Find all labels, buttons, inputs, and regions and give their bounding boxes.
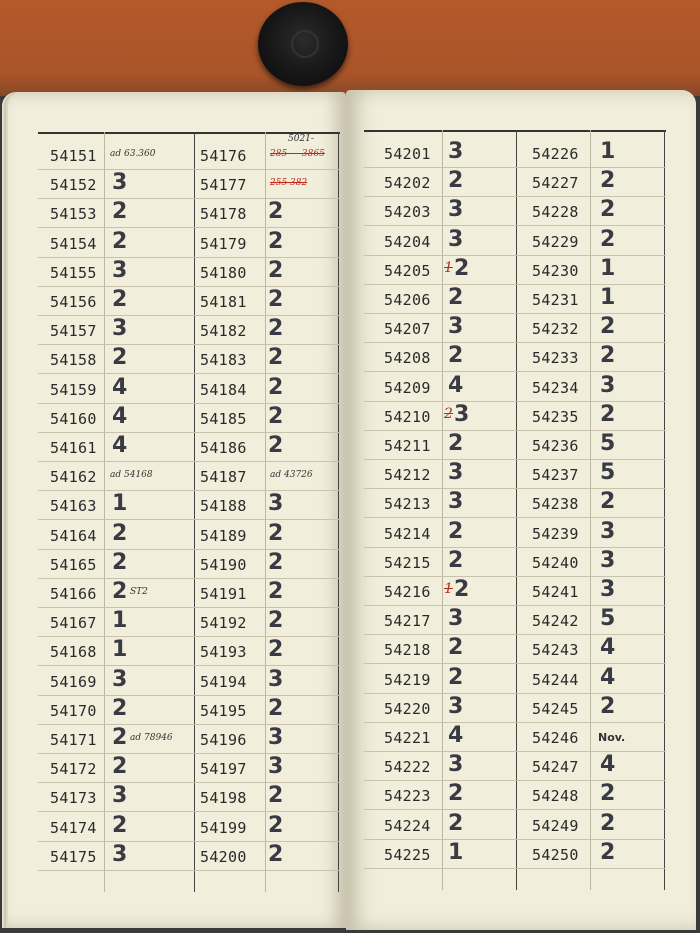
entry-value: 3 — [454, 401, 470, 427]
entry-number: 54189 — [200, 526, 247, 545]
entry-value: 2 — [112, 520, 128, 546]
entry-number: 54154 — [50, 234, 97, 253]
entry-number: 54192 — [200, 614, 247, 633]
entry-number: 54188 — [200, 497, 247, 516]
entry-value: 4 — [112, 433, 128, 458]
entry-value: 2 — [600, 781, 616, 807]
entry-value: 5 — [600, 431, 616, 456]
entry-value: 3 — [112, 783, 128, 809]
entry-value: 3 — [268, 491, 284, 517]
entry-number: 54195 — [200, 701, 247, 720]
entry-number: 54184 — [200, 380, 247, 399]
entry-value: 4 — [600, 752, 616, 778]
entry-value: 2 — [268, 403, 284, 429]
entry-number: 54236 — [532, 437, 579, 455]
entry-number: 54225 — [384, 845, 431, 864]
entry-value: 5 — [600, 606, 616, 632]
entry-value: 2 — [448, 431, 464, 456]
entry-number: 54218 — [384, 641, 431, 660]
entry-value: 1 — [600, 285, 616, 310]
entry-value: 2 — [112, 695, 128, 721]
entry-value: 3 — [448, 460, 464, 486]
entry-value: 1 — [112, 637, 128, 663]
entry-number: 54180 — [200, 263, 247, 282]
entry-value: 5 — [600, 460, 616, 486]
entry-number: 54210 — [384, 407, 431, 426]
entry-number: 54221 — [384, 729, 431, 747]
entry-number: 54198 — [200, 789, 247, 808]
entry-value: 1 — [112, 608, 128, 634]
entry-value: 2 — [268, 549, 284, 575]
entry-number: 54205 — [384, 261, 431, 280]
entry-value: 2 — [112, 725, 128, 750]
entry-value: 2 — [600, 314, 616, 340]
entry-value: 1 — [600, 139, 616, 164]
entry-value: 3 — [268, 754, 284, 780]
entry-number: 54201 — [384, 145, 431, 163]
entry-value: 2 — [454, 577, 470, 602]
pen-cap — [258, 2, 348, 86]
entry-value: 2 — [268, 228, 284, 254]
entry-value: 2 — [112, 549, 128, 575]
entry-number: 54171 — [50, 731, 97, 749]
entry-value: 3 — [448, 693, 464, 719]
entry-value: 3 — [112, 316, 128, 342]
entry-number: 54231 — [532, 291, 579, 309]
entry-value: 4 — [600, 635, 616, 661]
entry-annotation: ad 54168 — [110, 470, 153, 481]
entry-number: 54227 — [532, 174, 579, 193]
entry-value: 2 — [448, 285, 464, 310]
entry-value: 3 — [112, 841, 128, 867]
entry-value: 3 — [112, 170, 128, 196]
entry-number: 54209 — [384, 378, 431, 397]
entry-number: 54216 — [384, 583, 431, 601]
entry-number: 54199 — [200, 818, 247, 837]
entry-value: 2 — [268, 316, 284, 342]
entry-number: 54219 — [384, 670, 431, 689]
entry-annotation: ST2 — [130, 587, 148, 597]
entry-number: 54200 — [200, 847, 247, 866]
entry-number: 54245 — [532, 699, 579, 718]
right-page — [346, 90, 696, 930]
entry-value: 2 — [600, 401, 616, 427]
entry-value: 2 — [448, 547, 464, 573]
entry-number: 54248 — [532, 787, 579, 806]
entry-value: 2 — [268, 637, 284, 663]
entry-value: 4 — [112, 403, 128, 429]
entry-value: 1 — [112, 491, 128, 517]
entry-number: 54168 — [50, 643, 97, 662]
entry-annotation: 285 — 3865 — [270, 149, 325, 159]
entry-value: 2 — [268, 608, 284, 634]
entry-value: 3 — [448, 314, 464, 340]
entry-number: 54157 — [50, 322, 97, 341]
entry-value: 3 — [268, 725, 284, 750]
entry-value: 2 — [112, 754, 128, 780]
entry-number: 54191 — [200, 585, 247, 603]
entry-number: 54228 — [532, 203, 579, 222]
entry-number: 54163 — [50, 497, 97, 516]
ledger-row-rule — [38, 870, 340, 899]
entry-number: 54162 — [50, 468, 97, 487]
entry-value: 2 — [448, 343, 464, 369]
entry-number: 54186 — [200, 439, 247, 457]
entry-number: 54220 — [384, 699, 431, 718]
entry-number: 54202 — [384, 174, 431, 193]
entry-number: 54175 — [50, 847, 97, 866]
entry-value: 2 — [600, 693, 616, 719]
entry-value: 2 — [448, 168, 464, 194]
entry-value: 2 — [268, 695, 284, 721]
entry-value: 2 — [268, 199, 284, 225]
entry-number: 54164 — [50, 526, 97, 545]
entry-value: 2 — [268, 374, 284, 400]
entry-value: 2 — [448, 518, 464, 544]
entry-annotation: ad 63.360 — [110, 149, 156, 159]
entry-value: 2 — [600, 839, 616, 865]
entry-value: 4 — [448, 372, 464, 398]
entry-value: 2 — [268, 433, 284, 458]
entry-number: 54230 — [532, 261, 579, 280]
entry-number: 54206 — [384, 291, 431, 309]
entry-number: 54172 — [50, 760, 97, 779]
entry-value: 2 — [112, 812, 128, 838]
ledger-row-rule — [364, 868, 666, 897]
entry-annotation: 1 — [444, 259, 453, 276]
entry-value: 2 — [268, 520, 284, 546]
entry-value: 2 — [268, 841, 284, 867]
entry-number: 54233 — [532, 349, 579, 368]
entry-number: 54235 — [532, 407, 579, 426]
entry-value: 3 — [112, 666, 128, 692]
entry-number: 54234 — [532, 378, 579, 397]
entry-value: 3 — [448, 197, 464, 223]
entry-number: 54207 — [384, 320, 431, 339]
entry-number: 54217 — [384, 612, 431, 631]
entry-number: 54177 — [200, 176, 247, 195]
entry-annotation: Nov. — [598, 731, 626, 744]
entry-number: 54213 — [384, 495, 431, 514]
entry-number: 54151 — [50, 147, 97, 165]
entry-value: 2 — [112, 287, 128, 312]
entry-value: 2 — [112, 579, 128, 604]
entry-number: 54238 — [532, 495, 579, 514]
entry-value: 2 — [268, 345, 284, 371]
entry-number: 54165 — [50, 555, 97, 574]
entry-number: 54176 — [200, 147, 247, 165]
entry-number: 54181 — [200, 293, 247, 311]
entry-number: 54237 — [532, 466, 579, 485]
entry-number: 54153 — [50, 205, 97, 224]
entry-number: 54155 — [50, 263, 97, 282]
entry-value: 2 — [112, 228, 128, 254]
entry-annotation-top: 5021- — [288, 134, 314, 144]
entry-number: 54242 — [532, 612, 579, 631]
entry-number: 54239 — [532, 524, 579, 543]
entry-number: 54187 — [200, 468, 247, 487]
entry-value: 2 — [600, 489, 616, 515]
entry-number: 54166 — [50, 585, 97, 603]
entry-number: 54214 — [384, 524, 431, 543]
entry-number: 54178 — [200, 205, 247, 224]
entry-number: 54152 — [50, 176, 97, 195]
entry-number: 54240 — [532, 553, 579, 572]
entry-annotation: 1 — [444, 581, 453, 597]
entry-number: 54160 — [50, 409, 97, 428]
entry-value: 4 — [448, 723, 464, 748]
entry-value: 2 — [448, 781, 464, 807]
entry-value: 2 — [600, 197, 616, 223]
entry-number: 54194 — [200, 672, 247, 691]
entry-value: 3 — [600, 518, 616, 544]
entry-number: 54223 — [384, 787, 431, 806]
entry-value: 2 — [600, 810, 616, 836]
entry-value: 2 — [268, 579, 284, 604]
entry-number: 54193 — [200, 643, 247, 662]
entry-value: 3 — [268, 666, 284, 692]
ledger-top-rule — [364, 130, 666, 132]
entry-value: 2 — [112, 345, 128, 371]
entry-number: 54241 — [532, 583, 579, 601]
entry-value: 2 — [448, 664, 464, 690]
entry-number: 54229 — [532, 232, 579, 251]
entry-value: 1 — [448, 839, 464, 865]
entry-number: 54232 — [532, 320, 579, 339]
entry-annotation: 2 — [444, 405, 453, 422]
entry-value: 2 — [600, 168, 616, 194]
entry-number: 54215 — [384, 553, 431, 572]
entry-number: 54246 — [532, 729, 579, 747]
entry-value: 3 — [600, 547, 616, 573]
entry-number: 54197 — [200, 760, 247, 779]
entry-number: 54203 — [384, 203, 431, 222]
entry-number: 54161 — [50, 439, 97, 457]
entry-number: 54170 — [50, 701, 97, 720]
entry-value: 2 — [268, 812, 284, 838]
entry-value: 4 — [600, 664, 616, 690]
entry-number: 54247 — [532, 758, 579, 777]
entry-value: 3 — [600, 577, 616, 602]
entry-annotation: 255 382 — [270, 178, 308, 189]
entry-value: 2 — [112, 199, 128, 225]
entry-annotation: ad 78946 — [130, 733, 173, 743]
entry-number: 54226 — [532, 145, 579, 163]
entry-number: 54212 — [384, 466, 431, 485]
entry-number: 54156 — [50, 293, 97, 311]
entry-value: 2 — [268, 783, 284, 809]
entry-number: 54190 — [200, 555, 247, 574]
entry-value: 2 — [600, 343, 616, 369]
left-ledger — [38, 132, 340, 892]
entry-number: 54222 — [384, 758, 431, 777]
entry-value: 3 — [448, 226, 464, 252]
entry-number: 54249 — [532, 816, 579, 835]
entry-value: 3 — [600, 372, 616, 398]
entry-number: 54182 — [200, 322, 247, 341]
entry-value: 2 — [600, 226, 616, 252]
entry-value: 3 — [112, 257, 128, 283]
entry-value: 2 — [448, 810, 464, 836]
entry-value: 4 — [112, 374, 128, 400]
entry-number: 54224 — [384, 816, 431, 835]
entry-number: 54183 — [200, 351, 247, 370]
entry-number: 54244 — [532, 670, 579, 689]
entry-value: 1 — [600, 255, 616, 281]
entry-number: 54185 — [200, 409, 247, 428]
entry-value: 3 — [448, 752, 464, 778]
entry-value: 3 — [448, 606, 464, 632]
entry-value: 2 — [448, 635, 464, 661]
entry-value: 3 — [448, 489, 464, 515]
entry-number: 54208 — [384, 349, 431, 368]
entry-number: 54173 — [50, 789, 97, 808]
entry-number: 54159 — [50, 380, 97, 399]
entry-value: 2 — [268, 257, 284, 283]
left-page — [8, 92, 346, 928]
entry-number: 54174 — [50, 818, 97, 837]
entry-number: 54158 — [50, 351, 97, 370]
entry-number: 54169 — [50, 672, 97, 691]
entry-number: 54204 — [384, 232, 431, 251]
entry-number: 54167 — [50, 614, 97, 633]
entry-number: 54196 — [200, 731, 247, 749]
entry-number: 54211 — [384, 437, 431, 455]
entry-value: 2 — [454, 255, 470, 281]
entry-number: 54179 — [200, 234, 247, 253]
entry-value: 2 — [268, 287, 284, 312]
entry-number: 54250 — [532, 845, 579, 864]
entry-annotation: ad 43726 — [270, 470, 313, 481]
entry-number: 54243 — [532, 641, 579, 660]
right-ledger — [364, 130, 666, 890]
entry-value: 3 — [448, 139, 464, 164]
